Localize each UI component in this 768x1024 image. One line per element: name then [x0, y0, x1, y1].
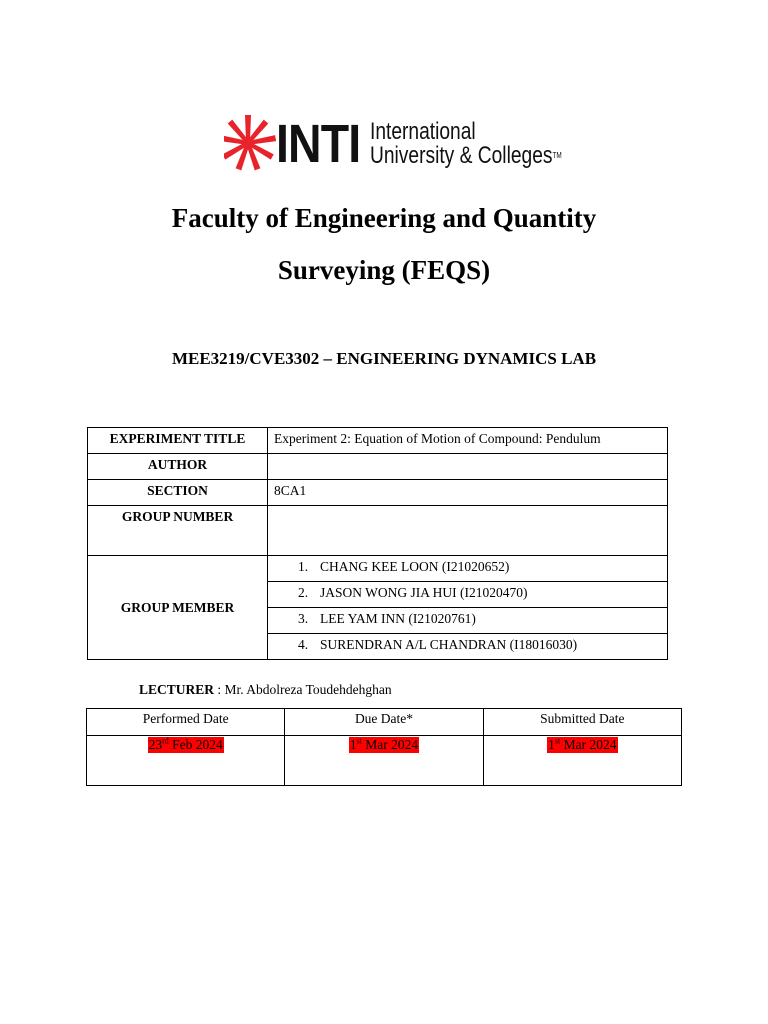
lecturer-name: : Mr. Abdolreza Toudehdehghan: [214, 682, 392, 697]
experiment-info-table: [87, 427, 668, 660]
author-value: [268, 454, 668, 480]
logo-line2: University & Colleges: [370, 142, 553, 169]
member-number: 4.: [298, 637, 309, 652]
course-title: MEE3219/CVE3302 – ENGINEERING DYNAMICS LAB: [171, 349, 597, 368]
experiment-title-value: Experiment 2: Equation of Motion of Compound: Pendulum: [268, 428, 668, 454]
submitted-date-header: Submitted Date: [483, 709, 681, 736]
author-label: AUTHOR: [88, 454, 268, 480]
group-member-item: [268, 556, 668, 582]
section-label: SECTION: [88, 480, 268, 506]
table-row: [87, 736, 682, 786]
group-member-label: GROUP MEMBER: [88, 556, 268, 660]
table-row: [88, 428, 668, 454]
date-suffix: st: [356, 736, 362, 746]
submitted-date-value: [547, 737, 617, 753]
section-value: 8CA1: [268, 480, 668, 506]
group-member-item: [268, 608, 668, 634]
date-month-year: Feb 2024: [168, 737, 223, 752]
date-day: 1: [548, 737, 555, 752]
member-name: CHANG KEE LOON (I21020652): [320, 559, 510, 574]
date-day: 23: [148, 737, 163, 752]
table-row: [88, 480, 668, 506]
performed-date-cell: [87, 736, 285, 786]
inti-star-icon: [224, 114, 276, 172]
logo-subtitle: [370, 120, 562, 168]
group-member-item: [268, 582, 668, 608]
member-name: LEE YAM INN (I21020761): [320, 611, 476, 626]
group-number-value: [268, 506, 668, 556]
submitted-date-cell: [483, 736, 681, 786]
performed-date-value: [148, 737, 224, 753]
table-row: [87, 709, 682, 736]
faculty-title-line1: Faculty of Engineering and Quantity: [171, 203, 597, 233]
table-row: [88, 454, 668, 480]
logo-line1: International: [370, 118, 476, 145]
member-name: JASON WONG JIA HUI (I21020470): [320, 585, 528, 600]
dates-table: [86, 708, 682, 786]
group-number-label: GROUP NUMBER: [88, 506, 268, 556]
group-member-item: [268, 634, 668, 660]
date-month-year: Mar 2024: [361, 737, 419, 752]
member-number: 2.: [298, 585, 309, 600]
date-day: 1: [349, 737, 357, 752]
table-row: [88, 556, 668, 582]
due-date-cell: [285, 736, 483, 786]
performed-date-header: Performed Date: [87, 709, 285, 736]
member-name: SURENDRAN A/L CHANDRAN (I18016030): [320, 637, 578, 652]
logo-tm: TM: [552, 151, 562, 160]
lecturer-line: [139, 681, 392, 699]
lecturer-label: LECTURER: [139, 682, 215, 697]
member-number: 1.: [298, 559, 309, 574]
due-date-header: Due Date*: [285, 709, 483, 736]
table-row: [88, 506, 668, 556]
date-month-year: Mar 2024: [560, 737, 617, 752]
faculty-title-line2: Surveying (FEQS): [277, 255, 491, 285]
member-number: 3.: [298, 611, 309, 626]
inti-logo: [224, 114, 562, 174]
experiment-title-label: EXPERIMENT TITLE: [88, 428, 268, 454]
due-date-value: [349, 737, 419, 753]
logo-wordmark: INTI: [276, 114, 361, 174]
date-suffix: st: [554, 736, 561, 746]
date-suffix: rd: [162, 736, 169, 746]
